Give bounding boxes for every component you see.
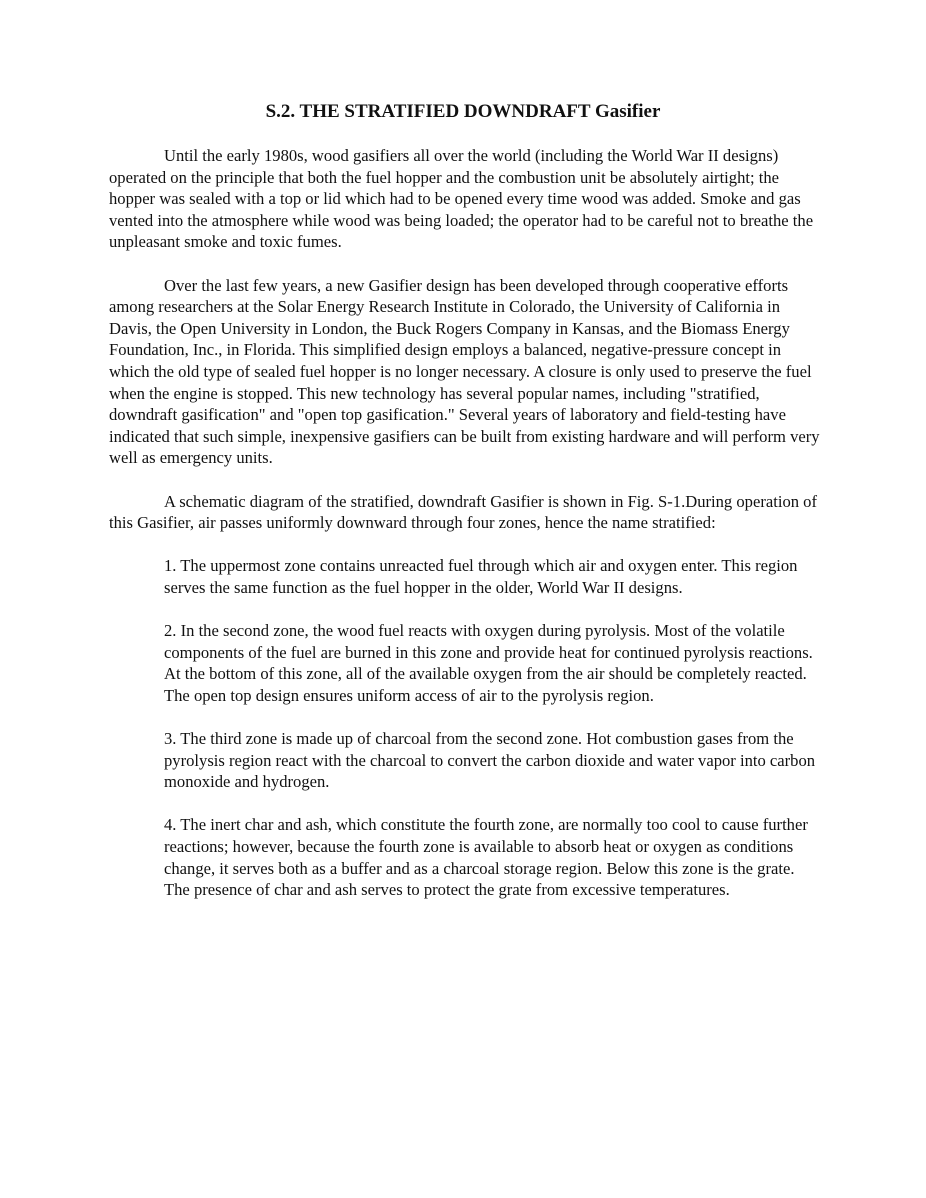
- page-title: S.2. THE STRATIFIED DOWNDRAFT Gasifier: [265, 101, 661, 122]
- paragraph-new-design: Over the last few years, a new Gasifier design has been developed through cooperative efforts among researchers at the Solar Energy Research Institute in Colorado, the University of California in Davis, the Open University in London, the Buck Rogers Company in Kansas, and the Biomass Energy Foundation, Inc., in Florida. This simplified design employs a balanced, negative-pressure concept in which the old type of sealed fuel hopper is no longer necessary. A closure is only used to preserve the fuel when the engine is stopped. This new technology has several popular names, including "stratified, downdraft gasification" and "open top gasification." Several years of laboratory and field-testing have indicated that such simple, inexpensive gasifiers can be built from existing hardware and will perform very well as emergency units.: [109, 275, 820, 468]
- paragraph-intro: Until the early 1980s, wood gasifiers all over the world (including the World War II designs) operated on the principle that both the fuel hopper and the combustion unit be absolutely airtight; the hopper was sealed with a top or lid which had to be opened every time wood was added. Smoke and gas vented into the atmosphere while wood was being loaded; the operator had to be careful not to breathe the unpleasant smoke and toxic fumes.: [109, 146, 814, 252]
- zone-item-3: 3. The third zone is made up of charcoal from the second zone. Hot combustion gases from the pyrolysis region react with the charcoal to convert the carbon dioxide and water vapor into carbon monoxide and hydrogen.: [164, 729, 816, 792]
- zone-item-1: 1. The uppermost zone contains unreacted fuel through which air and oxygen enter. This region serves the same function as the fuel hopper in the older, World War II designs.: [164, 556, 798, 597]
- paragraph-schematic: A schematic diagram of the stratified, downdraft Gasifier is shown in Fig. S-1.During operation of this Gasifier, air passes uniformly downward through four zones, hence the name stratified:: [109, 491, 818, 533]
- zone-item-2: 2. In the second zone, the wood fuel reacts with oxygen during pyrolysis. Most of the volatile components of the fuel are burned in this zone and provide heat for continued pyrolysis reactions. At the bottom of this zone, all of the available oxygen from the air should be completely reacted. The open top design ensures uniform access of air to the pyrolysis region.: [164, 621, 813, 705]
- document-body: [109, 145, 824, 922]
- zone-item-4: 4. The inert char and ash, which constitute the fourth zone, are normally too cool to cause further reactions; however, because the fourth zone is available to absorb heat or oxygen as conditions change, it serves both as a buffer and as a charcoal storage region. Below this zone is the grate. The presence of char and ash serves to protect the grate from excessive temperatures.: [164, 815, 808, 900]
